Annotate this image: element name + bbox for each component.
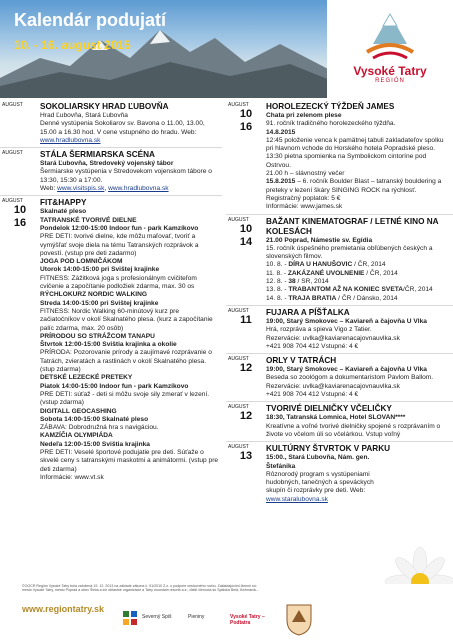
film-row: 13. 8. - TRABANTOM AŽ NA KONIEC SVETA/ČR, 2014 [266, 286, 433, 294]
event-title: SOKOLIARSKY HRAD ĽUBOVŇA [40, 102, 169, 111]
event-month: AUGUST [2, 198, 23, 205]
partner-vysoke-tatry-podtatra: Vysoké Tatry – Podtatra [230, 614, 265, 626]
event-location: 19:00, Starý Smokovec – Kaviareň a čajovňa U Vlka [266, 317, 427, 325]
event-day: 11 [240, 313, 252, 326]
event-description: Kreatívne a voľné tvorivé dielničky spojené s rozprávaním o živote vo včelom úli so včelárkou. Vstup voľný [266, 422, 441, 438]
web-label: Web: [40, 185, 56, 193]
event-description: 12:45 položenie venca k pamätnej tabuli zakladateľov spolku pri hlavnom vchode do Horského hotela Popradské pleso. [266, 136, 444, 153]
event-month: AUGUST [228, 444, 249, 451]
event-location: 15:00., Stará Ľubovňa, Nám. gen. Štefánika [266, 454, 370, 470]
event-link[interactable]: www.hradlubovna.sk [108, 185, 169, 193]
event-description: 15. ročník úspešného premietania obľúbených českých a slovenských filmov. [266, 244, 433, 261]
sub-desc: PRE DETI: Veselé športové podujatie pre deti. Súťaže o skvelé ceny s tatranskými maskotmi a animátormi. (vstup pre deti zdarma) [40, 448, 219, 473]
event-day-start: 10 [239, 108, 253, 120]
event-day-start: 10 [13, 204, 27, 217]
event-description: 91. ročník tradičného horolezeckého týždňa. [266, 120, 396, 128]
event-kinematograf [226, 214, 453, 305]
sub-title: KAMZÍČIA OLYMPIÁDA [40, 432, 113, 440]
film-row: 10. 8. - DÍRA U HANUŠOVIC / ČR, 2014 [266, 261, 386, 269]
event-day-end: 16 [239, 121, 253, 133]
event-location: Hrad Ľubovňa, Stará Ľubovňa [40, 112, 128, 119]
sub-desc: ZÁBAVA: Dobrodružná hra s navigáciou. [40, 424, 159, 432]
event-link[interactable]: www.staralubovna.sk [266, 495, 328, 503]
event-description: Hrá, rozpráva a spieva Vigo z Tatier. [266, 326, 372, 334]
event-title: FIT&HAPPY [40, 198, 87, 208]
event-day-start: 10 [239, 222, 253, 235]
sub-desc: PRÍRODA: Pozorovanie prírody a zaujímavé rozprávanie o Tatrách, zvieratách a rastlinách v okolí Skalnatého plesa. (stup zdarma) [40, 349, 212, 374]
event-description: Beseda so zoológom a dokumentaristom Pavlom Ballom. [266, 374, 434, 382]
event-month: AUGUST [228, 216, 249, 223]
film-row: 11. 8. - ZAKÁZANÉ UVOLNENIE / ČR, 2014 [266, 269, 398, 277]
event-kulturny-stvrtok [226, 441, 453, 506]
event-day-end: 16 [13, 217, 27, 230]
event-day: 12 [239, 410, 253, 423]
info-line: Informácie: www.vt.sk [40, 473, 104, 481]
event-month: AUGUST [228, 307, 249, 314]
event-title: TVORIVÉ DIELNIČKY VČELIČKY [266, 404, 392, 414]
event-sermiarska-scena [0, 147, 222, 195]
sub-time: Nedeľa 12:00-15:00 Svištia krajinka [40, 440, 150, 448]
footer [0, 584, 453, 640]
sub-title: RÝCHLOKURZ NORDIC WALKING [40, 291, 147, 299]
event-description: 21.00 h – slávnostný večer [266, 170, 345, 178]
event-location: Chata pri zelenom plese [266, 112, 342, 119]
event-title: FUJARA A PÍŠŤALKA [266, 307, 350, 317]
logo-block [327, 0, 453, 98]
sub-title: TATRANSKÉ TVORIVÉ DIELNE [40, 216, 137, 224]
film-row: 14. 8. - TRAJA BRATIA / ČR / Dánsko, 2014 [266, 294, 398, 302]
event-title: STÁLA ŠERMIARSKA SCÉNA [40, 150, 155, 160]
header-banner [0, 0, 453, 98]
event-description: Rôznorodý program s vystúpeniami hudobných, tanečných a speváckych skupín či rozprávky pre deti. Web: [266, 470, 374, 495]
sub-title: JOGA POD LOMNIČÁKOM [40, 258, 123, 266]
event-fit-happy [0, 195, 222, 484]
event-description: Šermiarske vystúpenia v Stredovekom vojenskom tábore o 13:30, 15:30 a 17:00. [40, 168, 212, 184]
event-location: Stará Ľubovňa, Stredoveký vojenský tábor [40, 160, 174, 168]
event-horolezecky-tyzden [226, 100, 453, 214]
footer-fine-print: ©OOCR Región Vysoké Tatry bola založená 19. 12. 2013 na základe zákona č. 91/2010 Z.z. o podpore cestovného ruchu. Zakladajúcimi členmi sú: mesto Vysoké Tatry, mesto Poprad a obec Štrba a ich oblastné organizácie a Tatry mountain resorts a.s.; ďalší členovia sú Spišská Belá, Kežmarok... [22, 584, 260, 593]
sub-time: Utorok 14:00-15:00 pri Svištej krajinke [40, 266, 160, 274]
event-location: Skalnaté pleso [40, 208, 87, 216]
link-separator: , [104, 185, 109, 193]
event-contact: Rezervácie: uvlka@kaviarenacajovnauvlka.sk [266, 382, 400, 390]
event-orly [226, 353, 453, 401]
logo-name: Vysoké Tatry [353, 64, 427, 78]
event-month: AUGUST [228, 102, 249, 108]
event-month: AUGUST [228, 404, 249, 411]
sub-title: DETSKÉ LEZECKÉ PRETEKY [40, 374, 133, 382]
partner-crest-icon [284, 602, 314, 636]
sub-title: PRÍRODOU SO STRÁŽCOM TANAPU [40, 332, 155, 340]
event-title: KULTÚRNY ŠTVRTOK V PARKU [266, 444, 391, 454]
event-description: 13:30 pietna spomienka na Symbolickom cintoríne pod Ostrvou. [266, 153, 427, 169]
event-month: AUGUST [228, 356, 249, 363]
event-title: ORLY V TATRÁCH [266, 356, 337, 366]
sub-time: Sobota 14:00-15:00 Skalnaté pleso [40, 415, 149, 423]
event-contact: Rezervácie: uvlka@kaviarenacajovnauvlka.sk [266, 334, 400, 342]
left-column [0, 100, 222, 484]
event-title: BAŽANT KINEMATOGRAF / LETNÉ KINO NA KOLESÁCH [266, 216, 439, 236]
event-day-end: 14 [239, 235, 253, 248]
sub-desc: FITNESS: Nordic Walking 60-minútový kurz pre začiatočníkov v okolí Skalnatého plesa. (kurz a započítanie palíc zdarma, max. 20 osôb) [40, 307, 213, 332]
sub-desc: PRE DETI: tvorivé dielne, kde môžu maľovať, tvoriť a vymýšľať svoje diela na tému Tatranských rozprávok a povestí. (vstup pre deti zadarmo) [40, 233, 199, 257]
logo-subtitle: REGIÓN [375, 78, 405, 84]
event-location: 18:30, Tatranská Lomnica, Hotel SLOVAN**** [266, 414, 406, 422]
event-link[interactable]: www.visitspis.sk [57, 185, 105, 193]
partner-pieniny: Pieniny [188, 614, 205, 620]
sub-desc: PRE DETI: súťaž - deti si môžu svoje sily zmerať v lezení. (vstup zdarma) [40, 390, 210, 407]
severny-spis-logo-icon [122, 610, 138, 626]
partner-severny-spis: Severný Spiš [142, 614, 172, 620]
right-column [226, 100, 453, 506]
sub-time: Štvrtok 12:00-15:00 Svištia krajinka a okolie [40, 341, 177, 349]
sub-time: Pondelok 12:00-15:00 Indoor fun - park Kamzíkovo [40, 224, 199, 232]
sub-title: DIGITALL GEOCASHING [40, 407, 117, 415]
vysoke-tatry-logo-icon [363, 12, 417, 62]
footer-website-link[interactable]: www.regiontatry.sk [22, 604, 105, 614]
event-description: Denné vystúpenia Sokoliarov sv. Bavona o 11.00, 13.00, 15.00 a 16.30 hod. V cene vstupného do hradu. Web: [40, 120, 205, 136]
event-location: 19:00, Starý Smokovec – Kaviareň a čajovňa U Vlka [266, 366, 427, 374]
event-title: HOROLEZECKÝ TÝŽDEŇ JAMES [266, 102, 395, 111]
event-sokoliarsky-hrad [0, 100, 222, 147]
event-date: 15.8.2015 [266, 178, 296, 186]
event-link[interactable]: www.hradlubovna.sk [40, 136, 101, 144]
sub-time: Streda 14:00-15:00 pri Svištej krajinke [40, 299, 159, 307]
sub-time: Piatok 14:00-15:00 Indoor fun - park Kamzíkovo [40, 382, 189, 390]
page-title: Kalendár podujatí [14, 10, 167, 30]
event-date: 14.8.2015 [266, 128, 296, 136]
film-row: 12. 8. - 38 / SR, 2014 [266, 278, 329, 286]
event-day: 12 [239, 362, 253, 375]
event-fujara [226, 305, 453, 353]
event-month: AUGUST [2, 102, 23, 108]
event-contact: +421 908 704 412 Vstupné: 4 € [266, 342, 359, 350]
event-dielnicky [226, 401, 453, 441]
event-day: 13 [239, 450, 253, 463]
info-line: Informácie: www.james.sk [266, 203, 343, 211]
event-description: – 6. ročník Boulder Blast – tatranský bouldering a preteky v lezení škáry SINGING ROCK na rýchlosť. Registračný poplatok: 5 € [266, 178, 442, 202]
event-month: AUGUST [2, 150, 23, 157]
date-range: 10. - 16. august 2015 [14, 38, 131, 52]
sub-desc: FITNESS: Zážitková joga s profesionálnym cvičiteľom cvičenie a započítanie podložiek zdarma, max. 30 os [40, 274, 197, 291]
event-location: 21.00 Poprad, Námestie sv. Egídia [266, 236, 373, 244]
event-contact: +421 908 704 412 Vstupné: 4 € [266, 391, 359, 399]
